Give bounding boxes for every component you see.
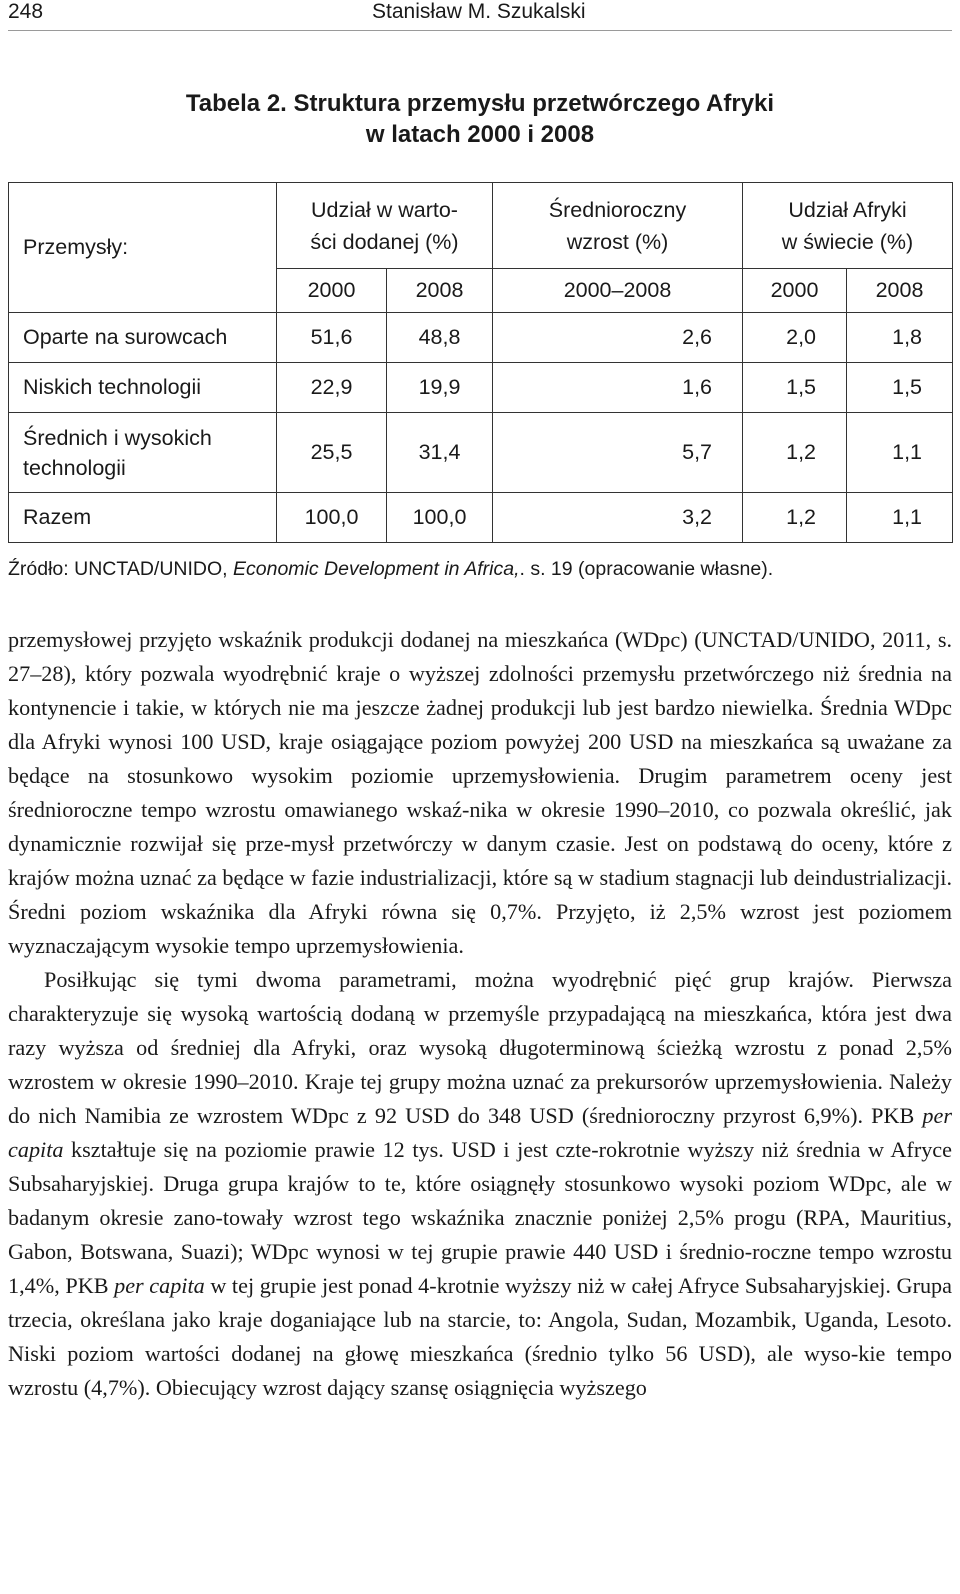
value-cell: 22,9 [277,363,387,413]
table-row [9,313,953,363]
value-cell: 25,5 [277,413,387,493]
value-cell: 19,9 [387,363,493,413]
row-header: Przemysły: [23,235,129,259]
paragraph-text: Posiłkując się tymi dwoma parametrami, można wyodrębnić pięć grup krajów. Pierwsza charakteryzuje się wysoką wartością dodaną w przemyśle przypadającą na mieszkańca, która jest dwa razy wyższa od średniej dla Afryki, oraz wysoką długoterminową ścieżką wzrostu z ponad 2,5% wzrostem w okresie 1990–2010. Kraje tej grupy można uznać za prekursorów uprzemysłowienia. Należy do nich Namibia ze wzrostem WDpc z 92 USD do 348 USD (średnioroczny przyrost 6,9%). PKB [8,967,952,1128]
italic-term: per capita [8,1103,952,1162]
table-source [8,558,773,581]
value-cell: 1,2 [743,413,847,493]
header-world-share-line2: w świecie (%) [781,229,914,254]
row-label: Razem [9,493,277,543]
value-cell: 2,0 [743,313,847,363]
row-label: Niskich technologii [9,363,277,413]
year-cell: 2008 [847,269,953,313]
year-cell: 2000 [743,269,847,313]
value-cell: 1,5 [743,363,847,413]
body-text [8,623,952,1405]
row-label-line1: Średnich i wysokich [23,425,212,450]
value-cell: 1,1 [847,413,953,493]
source-prefix: Źródło: UNCTAD/UNIDO, [8,558,233,580]
value-cell: 3,2 [493,493,743,543]
header-growth-line2: wzrost (%) [566,229,669,254]
value-cell: 48,8 [387,313,493,363]
paragraph: przemysłowej przyjęto wskaźnik produkcji dodanej na mieszkańca (WDpc) (UNCTAD/UNIDO, 2011, s. 27–28), który pozwala wyodrębnić kraje o wyższej zdolności przemysłu przetwórczego niż średnia na kontynencie i takie, w których nie ma jeszcze żadnej produkcji lub jest bardzo niewielka. Średnia WDpc dla Afryki wynosi 100 USD, kraje osiągające poziom powyżej 200 USD na mieszkańca są uważane za będące na stosunkowo wysokim poziomie uprzemysłowienia. Drugim parametrem oceny jest średnioroczne tempo wzrostu omawianego wskaź-nika w okresie 1990–2010, co pozwala określić, jak dynamicznie rozwijał się prze-mysł przetwórczy w danym czasie. Jest on podstawą do oceny, które z krajów można uznać za będące w fazie industrializacji, które są w stadium stagnacji lub deindustrializacji. Średni poziom wskaźnika dla Afryki równa się 0,7%. Przyjęto, iż 2,5% wzrost jest poziomem wyznaczającym wysokie tempo uprzemysłowienia. [8,627,952,958]
year-cell: 2000 [277,269,387,313]
table-row-total [9,493,953,543]
row-label-line2: technologii [23,455,126,480]
table-title-line1: Tabela 2. Struktura przemysłu przetwórczego Afryki [185,90,775,117]
page-header [8,0,952,31]
running-head: Stanisław M. Szukalski [372,0,586,23]
header-value-added-line2: ści dodanej (%) [310,229,459,254]
value-cell: 1,8 [847,313,953,363]
year-cell: 2000–2008 [493,269,743,313]
source-suffix: . s. 19 (opracowanie własne). [519,558,774,580]
value-cell: 1,1 [847,493,953,543]
page-number: 248 [8,0,44,23]
table-title-line2: w latach 2000 i 2008 [365,121,595,148]
row-label: Oparte na surowcach [9,313,277,363]
header-row-groups [9,183,953,269]
paragraph-text: w tej grupie jest ponad 4-krotnie wyższy niż w całej Afryce Subsaharyjskiej. Grupa trzecia, określana jako kraje doganiające lub na starcie, to: Angola, Sudan, Mozambik, Uganda, Lesoto. Niski poziom wartości dodanej na głowę mieszkańca (średnio tylko 56 USD), ale wyso-kie tempo wzrostu (4,7%). Obiecujący wzrost dający szansę osiągnięcia wyższego [8,1273,952,1400]
source-title: Economic Development in Africa, [233,558,520,580]
value-cell: 1,2 [743,493,847,543]
value-cell: 31,4 [387,413,493,493]
value-cell: 1,5 [847,363,953,413]
header-world-share-line1: Udział Afryki [788,197,907,222]
table-title [0,88,960,150]
industry-table [8,182,953,543]
table-row [9,363,953,413]
value-cell: 51,6 [277,313,387,363]
header-value-added [277,183,493,269]
value-cell: 100,0 [277,493,387,543]
value-cell: 5,7 [493,413,743,493]
value-cell: 1,6 [493,363,743,413]
value-cell: 100,0 [387,493,493,543]
header-growth [493,183,743,269]
value-cell: 2,6 [493,313,743,363]
row-header-cell [9,183,277,313]
header-world-share [743,183,953,269]
paragraph [8,963,952,1405]
year-cell: 2008 [387,269,493,313]
header-value-added-line1: Udział w warto- [311,197,458,222]
table-row [9,413,953,493]
row-label [9,413,277,493]
italic-term: per capita [114,1273,205,1298]
paragraph-text: kształtuje się na poziomie prawie 12 tys. USD i jest czte-rokrotnie wyższy niż średnia w Afryce Subsaharyjskiej. Druga grupa krajów to te, które osiągnęły stosunkowo wysoki poziom WDpc, ale w badanym okresie zano-towały wzrost tego wskaźnika znacznie poniżej 2,5% progu (RPA, Mauritius, Gabon, Botswana, Suazi); WDpc wynosi w tej grupie prawie 440 USD i średnio-roczne tempo wzrostu 1,4%, PKB [8,1137,952,1298]
header-growth-line1: Średnioroczny [548,197,687,222]
